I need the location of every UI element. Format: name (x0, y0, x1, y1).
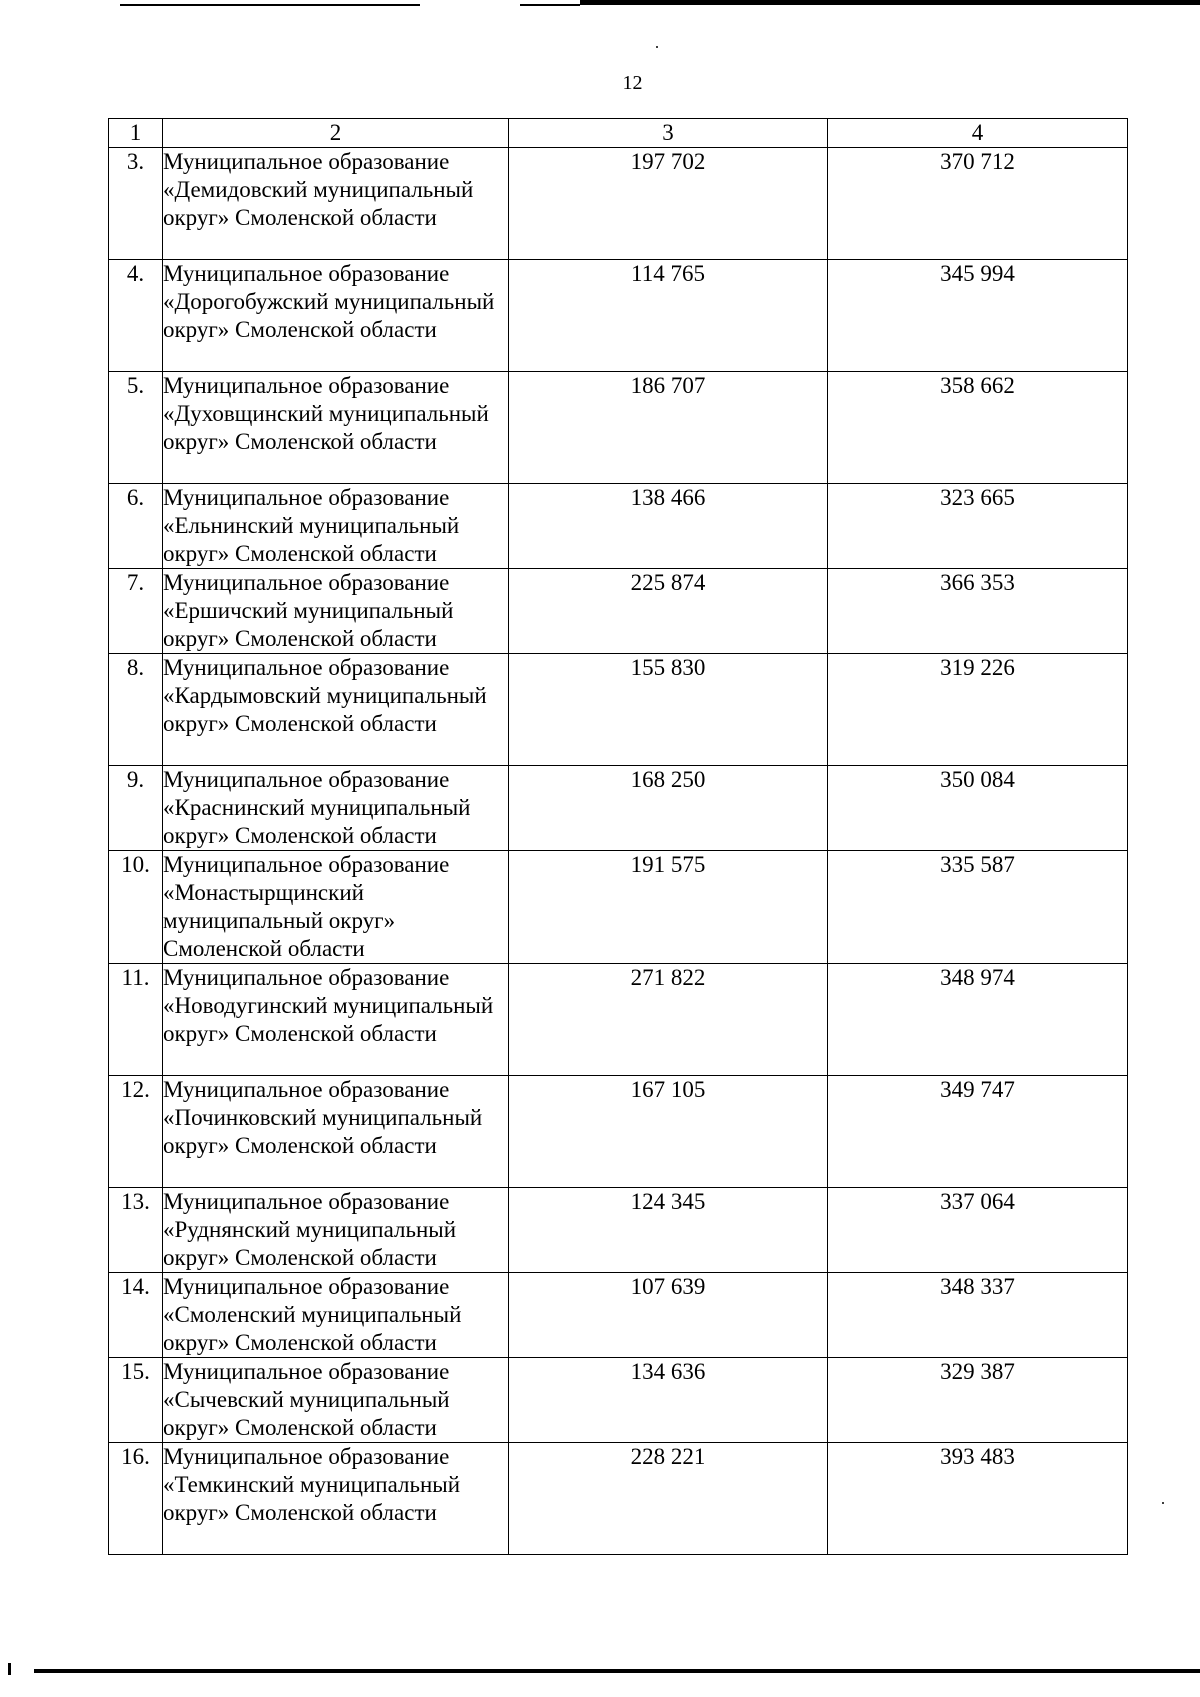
scan-edge-mark (8, 1663, 11, 1675)
value-col3: 167 105 (509, 1076, 828, 1188)
value-col4: 370 712 (828, 148, 1128, 260)
value-col3: 124 345 (509, 1188, 828, 1273)
value-col4: 345 994 (828, 260, 1128, 372)
value-col3: 225 874 (509, 569, 828, 654)
value-col4: 337 064 (828, 1188, 1128, 1273)
municipality-name: Муниципальное образование «Кардымовский муниципальный округ» Смоленской области (163, 654, 509, 766)
column-header: 1 (109, 119, 163, 148)
table-row (109, 766, 1128, 851)
row-number: 3. (109, 148, 163, 260)
table-row (109, 1188, 1128, 1273)
row-number: 8. (109, 654, 163, 766)
table-row (109, 260, 1128, 372)
row-number: 6. (109, 484, 163, 569)
table-row (109, 1443, 1128, 1555)
value-col3: 186 707 (509, 372, 828, 484)
municipality-name: Муниципальное образование «Дорогобужский муниципальный округ» Смоленской области (163, 260, 509, 372)
value-col3: 134 636 (509, 1358, 828, 1443)
value-col3: 168 250 (509, 766, 828, 851)
scan-speck (656, 46, 658, 48)
value-col4: 393 483 (828, 1443, 1128, 1555)
municipality-name: Муниципальное образование «Монастырщинский муниципальный округ» Смоленской области (163, 851, 509, 964)
column-header: 3 (509, 119, 828, 148)
value-col4: 348 337 (828, 1273, 1128, 1358)
data-table (108, 118, 1128, 1555)
row-number: 4. (109, 260, 163, 372)
row-number: 10. (109, 851, 163, 964)
page-number: 12 (622, 72, 643, 94)
municipality-name: Муниципальное образование «Новодугинский муниципальный округ» Смоленской области (163, 964, 509, 1076)
row-number: 16. (109, 1443, 163, 1555)
municipality-name: Муниципальное образование «Ельнинский муниципальный округ» Смоленской области (163, 484, 509, 569)
row-number: 14. (109, 1273, 163, 1358)
value-col3: 114 765 (509, 260, 828, 372)
municipality-name: Муниципальное образование «Духовщинский муниципальный округ» Смоленской области (163, 372, 509, 484)
table-row (109, 1076, 1128, 1188)
value-col4: 329 387 (828, 1358, 1128, 1443)
row-number: 11. (109, 964, 163, 1076)
value-col4: 323 665 (828, 484, 1128, 569)
municipality-name: Муниципальное образование «Демидовский муниципальный округ» Смоленской области (163, 148, 509, 260)
table-row (109, 1358, 1128, 1443)
table-row (109, 372, 1128, 484)
column-header: 2 (163, 119, 509, 148)
value-col3: 228 221 (509, 1443, 828, 1555)
value-col4: 319 226 (828, 654, 1128, 766)
municipality-name: Муниципальное образование «Смоленский муниципальный округ» Смоленской области (163, 1273, 509, 1358)
row-number: 7. (109, 569, 163, 654)
row-number: 9. (109, 766, 163, 851)
row-number: 15. (109, 1358, 163, 1443)
scan-speck (1162, 1502, 1164, 1504)
value-col3: 138 466 (509, 484, 828, 569)
table-row (109, 654, 1128, 766)
table-row (109, 569, 1128, 654)
table-row (109, 148, 1128, 260)
value-col3: 107 639 (509, 1273, 828, 1358)
scan-edge-bar (580, 0, 1200, 5)
table-row (109, 964, 1128, 1076)
scan-edge-line (120, 4, 420, 6)
value-col3: 271 822 (509, 964, 828, 1076)
municipality-name: Муниципальное образование «Сычевский муниципальный округ» Смоленской области (163, 1358, 509, 1443)
value-col3: 197 702 (509, 148, 828, 260)
column-header: 4 (828, 119, 1128, 148)
value-col4: 349 747 (828, 1076, 1128, 1188)
table-row (109, 484, 1128, 569)
value-col4: 358 662 (828, 372, 1128, 484)
row-number: 5. (109, 372, 163, 484)
value-col3: 191 575 (509, 851, 828, 964)
municipality-name: Муниципальное образование «Темкинский муниципальный округ» Смоленской области (163, 1443, 509, 1555)
value-col4: 350 084 (828, 766, 1128, 851)
municipality-name: Муниципальное образование «Ершичский муниципальный округ» Смоленской области (163, 569, 509, 654)
municipality-name: Муниципальное образование «Руднянский муниципальный округ» Смоленской области (163, 1188, 509, 1273)
scan-edge-bar (34, 1669, 1200, 1673)
scan-edge-line (520, 4, 580, 6)
table-row (109, 851, 1128, 964)
table-row (109, 1273, 1128, 1358)
municipality-name: Муниципальное образование «Краснинский муниципальный округ» Смоленской области (163, 766, 509, 851)
value-col4: 348 974 (828, 964, 1128, 1076)
value-col4: 366 353 (828, 569, 1128, 654)
municipality-name: Муниципальное образование «Починковский муниципальный округ» Смоленской области (163, 1076, 509, 1188)
table-header-row (109, 119, 1128, 148)
value-col4: 335 587 (828, 851, 1128, 964)
row-number: 12. (109, 1076, 163, 1188)
value-col3: 155 830 (509, 654, 828, 766)
row-number: 13. (109, 1188, 163, 1273)
